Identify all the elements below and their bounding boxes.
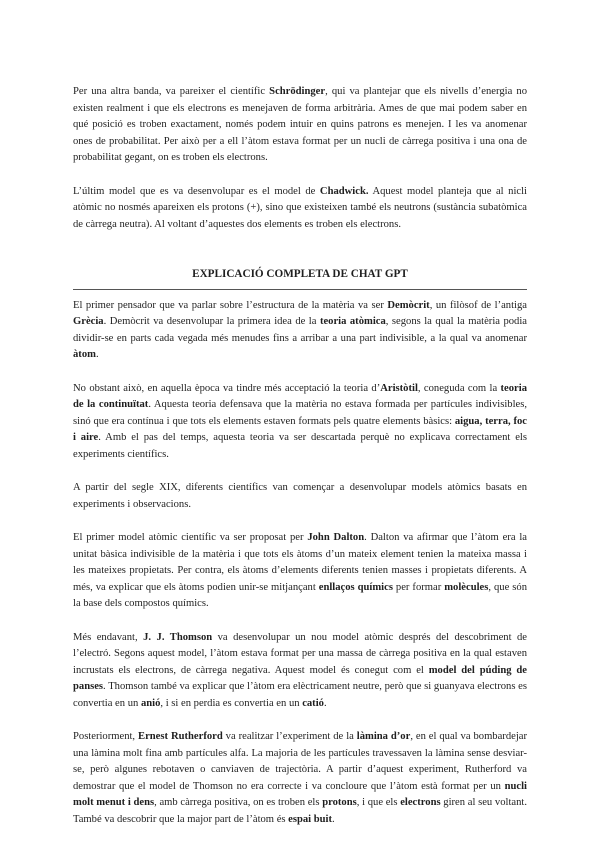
text-run: . <box>332 813 335 825</box>
text-run: giren al seu voltant. També va descobrir que la major part de l’àtom és <box>73 797 527 825</box>
paragraph-rutherford <box>73 729 527 828</box>
bold-term: làmina d’or <box>356 731 411 742</box>
bold-term: àtom <box>73 349 96 360</box>
bold-term: teoria de la continuïtat <box>73 382 527 410</box>
text-run: Posteriorment, <box>73 731 139 742</box>
text-run: El primer model atòmic científic va ser proposat per <box>73 532 308 543</box>
paragraph-aristotil <box>73 381 527 464</box>
bold-term: enllaços químics <box>318 581 393 593</box>
text-run: Més endavant, <box>73 631 144 643</box>
heading-divider <box>73 289 527 290</box>
bold-term: nucli molt menut i dens <box>73 780 527 808</box>
text-run: , i si en perdia es convertia en un <box>160 697 303 709</box>
bold-term: electrons <box>400 797 441 808</box>
bold-term: anió <box>140 697 161 709</box>
text-run: . Aquesta teoria defensava que la matèria no estava formada per partícules indivisibles, sinó que era contínua i que tots els elements estaven formats pels quatre elements bàsics: <box>73 399 527 427</box>
bold-term: teoria atòmica <box>319 316 386 327</box>
text-run: . Amb el pas del temps, aquesta teoria va ser descartada perquè no explicava correctament els experiments científics. <box>73 432 527 460</box>
text-run: . <box>323 697 327 709</box>
bold-term: aigua, terra, foc i aire <box>73 415 528 443</box>
bold-term: catió <box>302 697 324 709</box>
text-run: Per una altra banda, va pareixer el científic <box>73 86 270 97</box>
text-run: El primer pensador que va parlar sobre l’estructura de la matèria va ser <box>73 299 388 311</box>
bold-term: Schrödinger <box>269 86 326 97</box>
text-run: . Dalton va afirmar que l’àtom era la unitat bàsica indivisible de la matèria i que tots els àtoms d’un mateix element tenien la mateixa massa i les mateixes propietats. Per contra, els àtoms d’elements diferents tenien masses i propietats diferents. A més, va explicar que els àtoms podien unir-se mitjançant <box>73 532 527 593</box>
paragraph-chadwick <box>73 184 527 234</box>
text-run: va realitzar l’experiment de la <box>222 731 357 742</box>
bold-term: Demòcrit <box>387 299 430 311</box>
text-run: No obstant això, en aquella època va tindre més acceptació la teoria d’ <box>73 382 381 394</box>
bold-term: espai buit <box>288 813 333 825</box>
bold-term: John Dalton <box>307 532 365 543</box>
bold-term: Aristòtil <box>380 382 418 394</box>
bold-term: protons <box>322 797 357 808</box>
bold-term: Grècia <box>73 316 104 327</box>
text-run: L’últim model que es va desenvolupar es el model de <box>73 185 320 197</box>
bold-term: model del púding de panses <box>73 664 527 692</box>
text-run: . Demòcrit va desenvolupar la primera idea de la <box>103 316 320 327</box>
bold-term: J. J. Thomson <box>143 631 213 643</box>
section-heading: EXPLICACIÓ COMPLETA DE CHAT GPT <box>192 268 408 280</box>
bold-term: molècules <box>444 581 489 593</box>
text-run: A partir del segle XIX, diferents científics van començar a desenvolupar models atòmics basats en experiments i observacions. <box>73 482 527 510</box>
text-run: . Thomson també va explicar que l’àtom era elèctricament neutre, però que si guanyava electrons es convertia en un <box>73 681 527 709</box>
paragraph-schrodinger <box>73 84 527 167</box>
bold-term: Chadwick. <box>319 185 369 197</box>
paragraph-thomson <box>73 630 527 713</box>
paragraph-democrit <box>73 298 527 364</box>
text-run: , i que els <box>356 797 401 808</box>
text-run: , amb càrrega positiva, on es troben els <box>154 797 323 808</box>
text-run: , en el qual va bombardejar una làmina molt fina amb partícules alfa. La majoria de les partícules travessaven la làmina sense desviar-se, però algunes rebotaven o canviaven de trajectòria. A partir d’aquest experiment, Rutherford va demostrar que el model de Thomson no era correcte i va concloure que l’àtom està format per un <box>73 731 528 792</box>
text-run: per formar <box>392 581 445 593</box>
text-run: , qui va plantejar que els nivells d’energia no existen realment i que els electrons es menejaven de forma arbitrària. Ames de que mai podem saber en qué posició es troben exactament, només podem intuir en quins patrons es menejen. I les va anomenar ones de probabilitat. Per això per a ell l’àtom estava format per un nucli de càrrega positiva i una ona de probabilitat gegant, on es troben els electrons. <box>73 86 527 163</box>
text-run: va desenvolupar un nou model atòmic després del descobriment de l’electró. Segons aquest model, l’àtom estava format per una massa de càrrega positiva en la qual estaven incrustats els electrons, de càrrega negativa. Aquest model és conegut com el <box>73 631 527 676</box>
text-run: , coneguda com la <box>417 382 501 394</box>
text-run: Aquest model planteja que al nicli atòmic no nosmés apareixen els protons (+), sino que existeixen també els neutrons (sustància subatòmica de càrrega neutra). Al voltant d’aquestes dos elements es troben els electrons. <box>73 185 527 230</box>
text-run: , segons la qual la matèria podia dividir-se en parts cada vegada més menudes fins a arribar a una part indivisible, a la qual va anomenar <box>73 316 527 344</box>
text-run: , que són la base dels compostos químics. <box>73 581 527 609</box>
text-run: . <box>95 349 99 360</box>
text-run: , un filòsof de l’antiga <box>429 299 527 311</box>
paragraph-dalton <box>73 530 527 613</box>
bold-term: Ernest Rutherford <box>138 731 223 742</box>
paragraph-segle-xix <box>73 480 527 513</box>
